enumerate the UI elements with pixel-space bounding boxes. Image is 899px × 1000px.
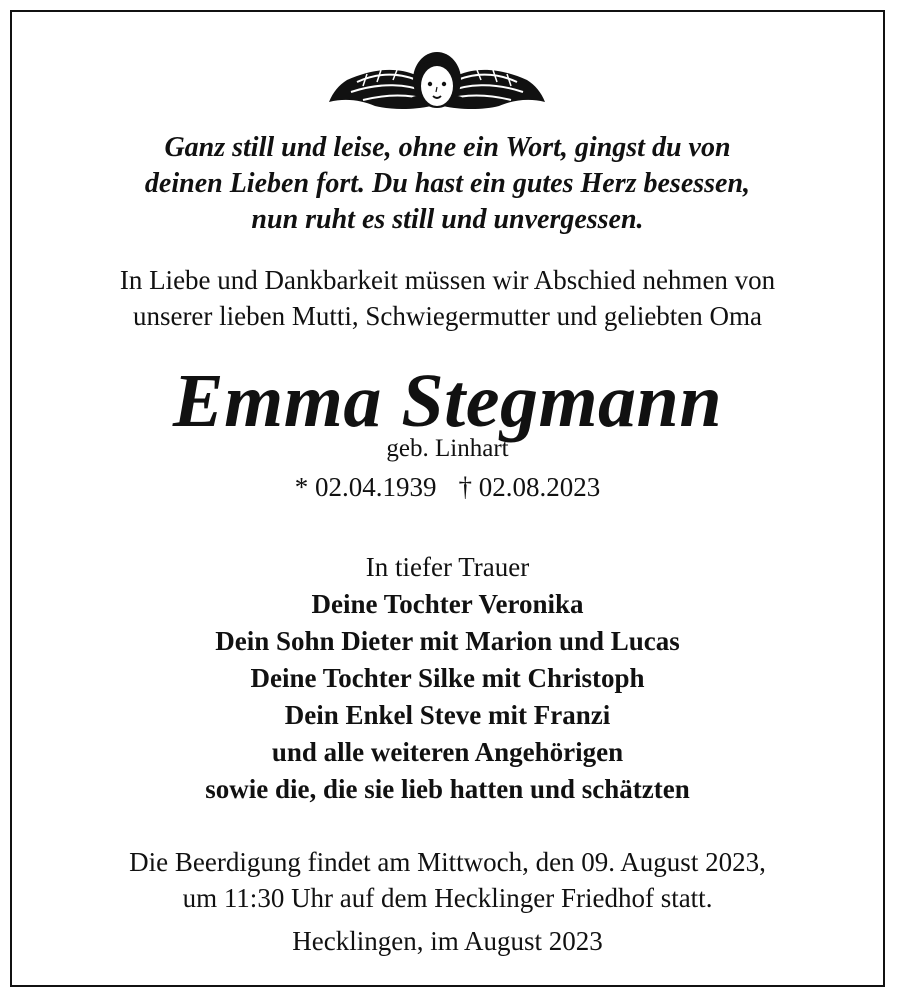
intro-text xyxy=(12,262,883,334)
mourner-line: Deine Tochter Veronika xyxy=(311,589,584,619)
funeral-line: um 11:30 Uhr auf dem Hecklinger Friedhof statt. xyxy=(182,883,713,913)
deceased-name: Emma Stegmann xyxy=(172,359,723,443)
intro-line: In Liebe und Dankbarkeit müssen wir Abschied nehmen von xyxy=(119,265,776,295)
intro-line: unserer lieben Mutti, Schwiegermutter und geliebten Oma xyxy=(132,301,763,331)
place-date: Hecklingen, im August 2023 xyxy=(292,926,603,956)
poem-line: deinen Lieben fort. Du hast ein gutes Herz besessen, xyxy=(144,168,751,199)
mourners-list xyxy=(12,586,883,808)
obituary-content xyxy=(12,12,883,985)
mourner-line: Dein Sohn Dieter mit Marion und Lucas xyxy=(215,626,680,656)
poem-line: nun ruht es still und unvergessen. xyxy=(251,204,644,235)
mourner-line: sowie die, die sie lieb hatten und schätzten xyxy=(205,774,690,804)
mourning-label: In tiefer Trauer xyxy=(365,552,530,582)
life-dates xyxy=(12,470,883,504)
birth-date: * 02.04.1939 xyxy=(294,472,437,502)
mourner-line: und alle weiteren Angehörigen xyxy=(271,737,624,767)
funeral-info xyxy=(12,844,883,916)
funeral-line: Die Beerdigung findet am Mittwoch, den 09. August 2023, xyxy=(129,847,766,877)
mourner-line: Dein Enkel Steve mit Franzi xyxy=(284,700,611,730)
poem xyxy=(12,130,883,238)
birth-name: geb. Linhart xyxy=(386,435,509,462)
angel-icon xyxy=(327,40,547,120)
mourner-line: Deine Tochter Silke mit Christoph xyxy=(250,663,645,693)
death-date: † 02.08.2023 xyxy=(458,472,601,502)
poem-line: Ganz still und leise, ohne ein Wort, gingst du von xyxy=(164,132,731,163)
